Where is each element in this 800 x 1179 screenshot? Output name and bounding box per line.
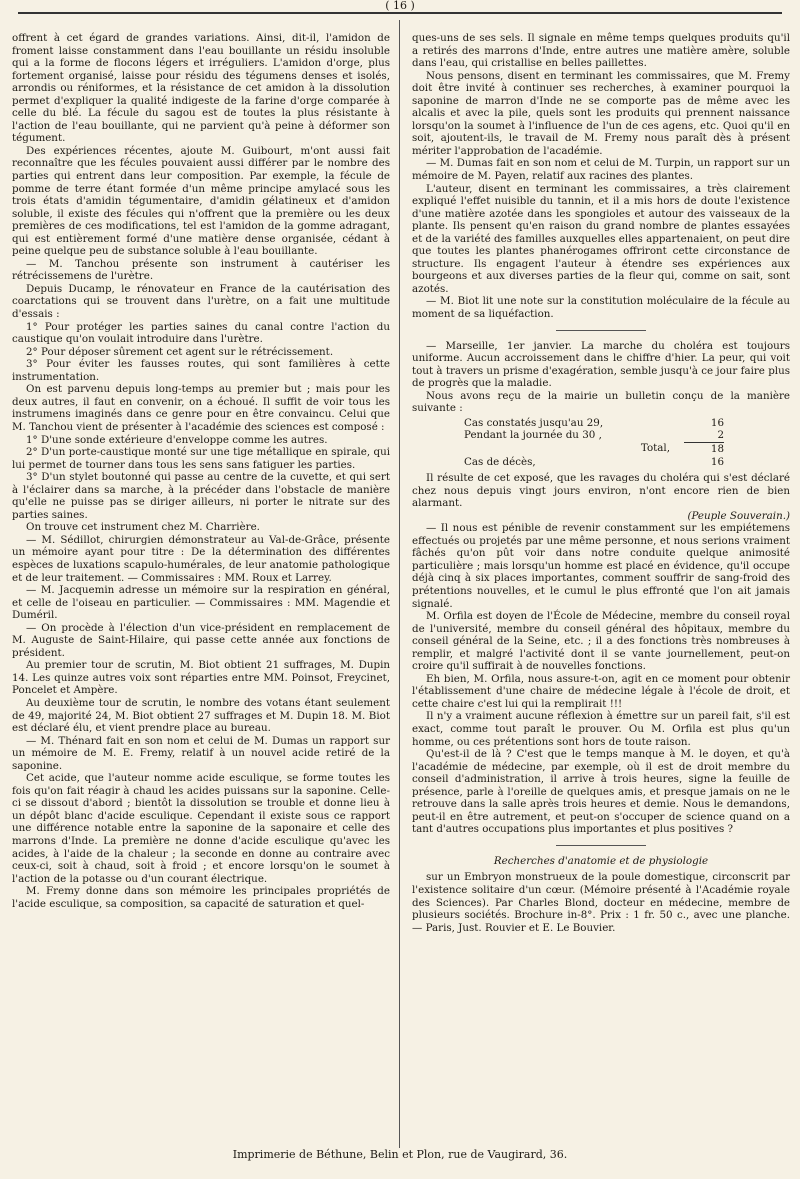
paragraph: Cet acide, que l'auteur nomme acide esculique, se forme toutes les fois qu'on fait réagir à chaud les acides puissans sur la saponine. Celle-ci se dissout d'abord ; bientôt la dissolution se trouble et donne lieu à un dépôt blanc d'acide esculique. Cependant il existe sous ce rapport une différence notable entre la saponine de la saponaire et celle des marrons d'Inde. La première ne donne d'acide esculique qu'avec les acides, à l'aide de la chaleur ; la seconde en donne au contraire avec ceux-ci, soit à chaud, soit à froid ; et encore lorsqu'on le soumet à l'action de la potasse ou d'un courant électrique.: [12, 772, 390, 885]
paragraph: offrent à cet égard de grandes variations. Ainsi, dit-il, l'amidon de froment laisse constamment dans l'eau bouillante un résidu insoluble qui a la forme de flocons légers et irréguliers. L'amidon d'orge, plus fortement organisé, laisse pour résidu des tégumens denses et isolés, arrondis ou réniformes, et la résistance de cet amidon à la dissolution permet d'expliquer la qualité indigeste de la farine d'orge comparée à celle du blé. La fécule du sagou est de toutes la plus résistante à l'action de l'eau bouillante, qui ne parvient qu'à peine à déformer son tégument.: [12, 32, 390, 145]
book-notice: sur un Embryon monstrueux de la poule domestique, circonscrit par l'existence solitaire d'un cœur. (Mémoire présenté à l'Académie royale des Sciences). Par Charles Blond, docteur en médecine, membre de plusieurs sociétés. Brochure in-8°. Prix : 1 fr. 50 c., avec une planche. — Paris, Just. Rouvier et E. Le Bouvier.: [412, 871, 790, 934]
total-value: 18: [684, 442, 724, 456]
paragraph: M. Fremy donne dans son mémoire les principales propriétés de l'acide esculique, sa composition, sa capacité de saturation et quel-: [12, 885, 390, 910]
paragraph: — Marseille, 1er janvier. La marche du choléra est toujours uniforme. Aucun accroissement dans le chiffre d'hier. La peur, qui voit tout à travers un prisme d'exagération, semble jusqu'à ce jour faire plus de progrès que la maladie.: [412, 339, 790, 390]
paragraph: On trouve cet instrument chez M. Charrière.: [26, 521, 260, 534]
source-citation: (Peuple Souverain.): [687, 509, 790, 522]
paragraph: — M. Thénard fait en son nom et celui de M. Dumas un rapport sur un mémoire de M. E. Fremy, relatif à un nouvel acide retiré de la saponine.: [12, 734, 390, 772]
paragraph: 2° D'un porte-caustique monté sur une tige métallique en spirale, qui lui permet de tourner dans tous les sens sans fatiguer les parties.: [12, 446, 390, 471]
paragraph: 1° D'une sonde extérieure d'enveloppe comme les autres.: [26, 433, 328, 446]
paragraph: — M. Sédillot, chirurgien démonstrateur au Val-de-Grâce, présente un mémoire ayant pour titre : De la détermination des différentes espèces de luxations scapulo-humérales, de leur anatomie pathologique et de leur traitement. — Commissaires : MM. Roux et Larrey.: [12, 533, 390, 584]
paragraph: Eh bien, M. Orfila, nous assure-t-on, agit en ce moment pour obtenir l'établissement d'une chaire de médecine légale à l'école de droit, et cette chaire c'est lui qui la remplirait !!!: [412, 672, 790, 710]
paragraph: — M. Tanchou présente son instrument à cautériser les rétrécissemens de l'urètre.: [12, 257, 390, 283]
page-number: ( 16 ): [385, 0, 415, 12]
paragraph: ques-uns de ses sels. Il signale en même temps quelques produits qu'il a retirés des marrons d'Inde, entre autres une matière amère, soluble dans l'eau, qui cristallise en belles paillettes.: [412, 32, 790, 70]
paragraph: 1° Pour protéger les parties saines du canal contre l'action du caustique qu'on voulait introduire dans l'urètre.: [12, 320, 390, 346]
cholera-bulletin-table: [464, 417, 790, 468]
left-column: [12, 32, 390, 910]
table-row: [464, 417, 724, 430]
paragraph: — M. Biot lit une note sur la constitution moléculaire de la fécule au moment de sa liquéfaction.: [412, 295, 790, 321]
paragraph: Au deuxième tour de scrutin, le nombre des votans étant seulement de 49, majorité 24, M. Biot obtient 27 suffrages et M. Dupin 18. M. Biot est déclaré élu, et vient prendre place au bureau.: [12, 696, 390, 735]
paragraph: — M. Jacquemin adresse un mémoire sur la respiration en général, et celle de l'oiseau en particulier. — Commissaires : MM. Magendie et Duméril.: [12, 584, 390, 622]
paragraph: Nous avons reçu de la mairie un bulletin conçu de la manière suivante :: [412, 389, 790, 415]
table-row-deaths: [464, 456, 724, 469]
printer-footer: Imprimerie de Béthune, Belin et Plon, rue de Vaugirard, 36.: [232, 1148, 568, 1161]
total-label: Total,: [640, 441, 670, 454]
paragraph: — Il nous est pénible de revenir constamment sur les empiétemens effectués ou projetés par une même personne, et nous serions vraiment fâchés qu'on pût voir dans notre conduite quelque animosité particulière ; mais lorsqu'un homme est placé en évidence, qu'il occupe déjà cinq à six places importantes, comment souffrir de sang-froid des prétentions nouvelles, et le cumul le plus effronté que l'on ait jamais signalé.: [412, 522, 790, 610]
section-heading: Recherches d'anatomie et de physiologie: [493, 854, 709, 867]
paragraph: Il résulte de cet exposé, que les ravages du choléra qui s'est déclaré chez nous depuis vingt jours environ, n'ont encore rien de bien alarmant.: [412, 472, 790, 510]
section-separator: [556, 330, 646, 331]
deaths-value: 16: [710, 455, 724, 468]
row-value: 16: [710, 416, 724, 429]
row-label: Pendant la journée du 30 ,: [464, 429, 602, 442]
paragraph: Depuis Ducamp, le rénovateur en France de la cautérisation des coarctations qui se trouvent dans l'urètre, on a fait une multitude d'essais :: [12, 282, 390, 321]
paragraph: Nous pensons, disent en terminant les commissaires, que M. Fremy doit être invité à continuer ses recherches, à examiner pourquoi la saponine de marron d'Inde ne se comporte pas de même avec les alcalis et avec la pile, quels sont les produits qui prennent naissance lorsqu'on la soumet à l'influence de l'un de ces agens, etc. Quoi qu'il en soit, ajoutent-ils, le travail de M. Fremy nous paraît dès à présent mériter l'approbation de l'académie.: [412, 69, 790, 157]
table-row: [464, 429, 724, 442]
paragraph: Qu'est-il de là ? C'est que le temps manque à M. le doyen, et qu'à l'académie de médecine, par exemple, où il est de droit membre du conseil d'administration, il arrive à trois heures, signe la feuille de présence, parle à l'oreille de quelques amis, et presque jamais on ne le retrouve dans la salle après trois heures et demie. Nous le demandons, peut-il en être autrement, et peut-on s'occuper de science quand on a tant d'autres occupations plus importantes et plus positives ?: [412, 748, 790, 836]
paragraph: Des expériences récentes, ajoute M. Guibourt, m'ont aussi fait reconnaître que les fécules pouvaient aussi différer par le nombre des parties qui entrent dans leur composition. Par exemple, la fécule de pomme de terre étant formée d'un même principe amylacé sous les trois états d'amidin tégumentaire, d'amidin gélatineux et d'amidon soluble, il existe des fécules qui n'offrent que la première ou les deux premières de ces modifications, tel est l'amidon de la gomme adragant, qui est entièrement formé d'une matière dense organisée, cédant à peine quelque peu de substance soluble à l'eau bouillante.: [12, 144, 390, 258]
row-value: 2: [717, 429, 724, 442]
paragraph: 3° D'un stylet boutonné qui passe au centre de la cuvette, et qui sert à l'éclairer dans sa marche, à la précéder dans l'obstacle de manière qu'elle ne puisse pas se diriger ailleurs, ni porter le nitrate sur des parties saines.: [12, 471, 390, 521]
paragraph: Il n'y a vraiment aucune réflexion à émettre sur un pareil fait, s'il est exact, comme tout paraît le prouver. Ou M. Orfila est plus qu'un homme, ou ces prétentions sont hors de toute raison.: [412, 710, 790, 748]
column-divider: [399, 20, 400, 1148]
paragraph: — M. Dumas fait en son nom et celui de M. Turpin, un rapport sur un mémoire de M. Payen, relatif aux racines des plantes.: [412, 157, 790, 183]
paragraph: 3° Pour éviter les fausses routes, qui sont familières à cette instrumentation.: [12, 358, 390, 383]
right-column: [412, 32, 790, 934]
paragraph: Au premier tour de scrutin, M. Biot obtient 21 suffrages, M. Dupin 14. Les quinze autres voix sont réparties entre MM. Poinsot, Freycinet, Poncelet et Ampère.: [12, 659, 390, 697]
paragraph: 2° Pour déposer sûrement cet agent sur le rétrécissement.: [26, 345, 334, 358]
paragraph: M. Orfila est doyen de l'École de Médecine, membre du conseil royal de l'université, membre du conseil général des hôpitaux, membre du conseil général de la Seine, etc. ; il a des fonctions très nombreuses à remplir, et malgré l'activité dont il se vante journellement, peut-on croire qu'il suffirait à de nouvelles fonctions.: [412, 610, 790, 673]
deaths-label: Cas de décès,: [464, 455, 536, 468]
row-label: Cas constatés jusqu'au 29,: [464, 416, 604, 429]
paragraph: — On procède à l'élection d'un vice-président en remplacement de M. Auguste de Saint-Hilaire, qui passe cette année aux fonctions de président.: [12, 621, 390, 659]
paragraph: L'auteur, disent en terminant les commissaires, a très clairement expliqué l'effet nuisible du tannin, et il a mis hors de doute l'existence d'une matière azotée dans les spongioles et autour des vaisseaux de la plante. Ils pensent qu'en raison du grand nombre de plantes essayées et de la variété des familles auxquelles elles appartenaient, on peut dire que toutes les plantes phanérogames offriront cette circonstance de structure. Ils engagent l'auteur à étendre ses expériences aux bourgeons et aux diverses parties de la fleur qui, comme on sait, sont azotés.: [412, 182, 790, 295]
section-separator: [556, 845, 646, 846]
table-row-total: [464, 442, 724, 456]
top-rule: [18, 12, 782, 14]
paragraph: On est parvenu depuis long-temps au premier but ; mais pour les deux autres, il faut en convenir, on a échoué. Il suffit de voir tous les instrumens imaginés dans ce genre pour en être convaincu. Celui que M. Tanchou vient de présenter à l'académie des sciences est composé :: [12, 383, 390, 433]
